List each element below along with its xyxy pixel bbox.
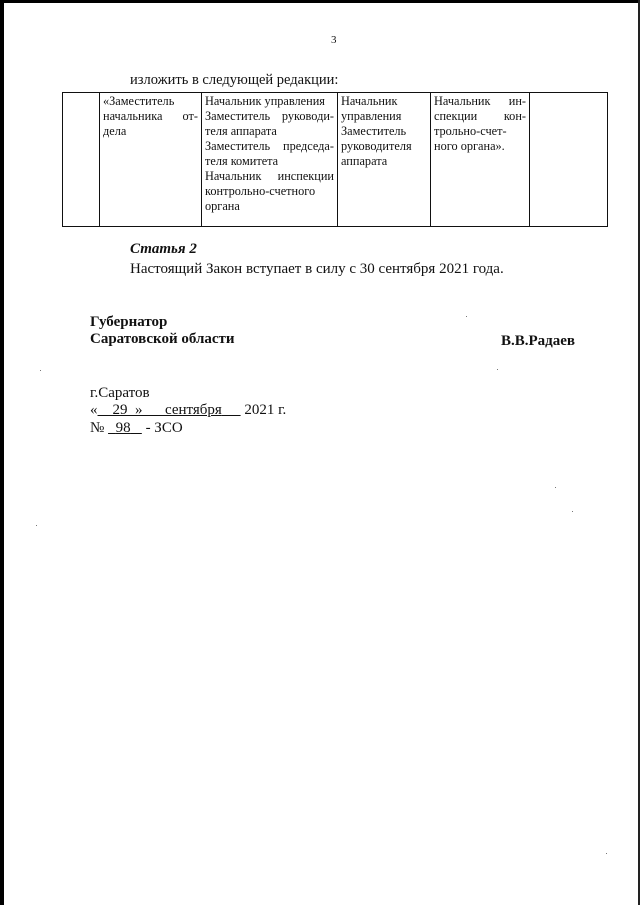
cell-line: спекции кон- xyxy=(434,109,526,123)
cell-line: начальника от- xyxy=(103,109,198,123)
table-cell-col-b xyxy=(202,93,338,227)
cell-line: теля комитета xyxy=(205,154,279,168)
date-day: 29 xyxy=(112,402,128,418)
city: г.Саратов xyxy=(90,385,150,401)
cell-line: управления xyxy=(341,109,402,123)
cell-line: трольно-счет- xyxy=(434,124,507,138)
signatory-title-line1: Губернатор xyxy=(90,314,168,330)
cell-line: аппарата xyxy=(341,154,388,168)
date-year: 2021 г. xyxy=(244,402,287,418)
cell-line: Начальник ин- xyxy=(434,94,526,108)
signatory-name: В.В.Радаев xyxy=(501,333,576,349)
date-close-quote: » xyxy=(135,402,143,418)
cell-line: Начальник инспекции xyxy=(205,169,334,183)
page-number: 3 xyxy=(331,34,337,46)
document-number: 98 xyxy=(115,420,131,436)
cell-line: Начальник управления xyxy=(205,94,325,108)
number-prefix: № xyxy=(90,420,105,436)
cell-line: руководителя xyxy=(341,139,412,153)
intro-text: изложить в следующей редакции: xyxy=(130,72,339,88)
table-cell-col-c xyxy=(338,93,431,227)
cell-line: контрольно-счетного xyxy=(205,184,316,198)
cell-line: теля аппарата xyxy=(205,124,277,138)
scan-edge-top xyxy=(0,0,640,3)
cell-line: Начальник xyxy=(341,94,398,108)
table-cell-empty-right xyxy=(530,93,608,227)
cell-line: «Заместитель xyxy=(103,94,175,108)
scan-edge-left xyxy=(0,0,4,905)
scan-speck xyxy=(40,370,41,371)
scan-speck xyxy=(572,511,573,512)
cell-line: Заместитель руководи- xyxy=(205,109,334,123)
date-open-quote: « xyxy=(90,402,98,418)
scan-speck xyxy=(497,369,498,370)
number-line xyxy=(90,420,183,437)
table-cell-empty-left xyxy=(63,93,100,227)
table-cell-col-d xyxy=(431,93,530,227)
signatory-title-line2: Саратовской области xyxy=(90,331,235,347)
cell-line: Заместитель председа- xyxy=(205,139,334,153)
cell-line: органа xyxy=(205,199,240,213)
date-month: сентября xyxy=(165,402,222,418)
cell-line: ного органа». xyxy=(434,139,505,153)
article-title: Статья 2 xyxy=(130,241,197,257)
amendment-table xyxy=(62,92,608,227)
table-row xyxy=(63,93,608,227)
cell-line: дела xyxy=(103,124,127,138)
scan-speck xyxy=(466,316,467,317)
table-cell-col-a xyxy=(100,93,202,227)
date-line xyxy=(90,402,286,419)
scan-speck xyxy=(555,487,556,488)
article-text: Настоящий Закон вступает в силу с 30 сентября 2021 года. xyxy=(130,261,504,277)
cell-line: Заместитель xyxy=(341,124,407,138)
number-suffix: - ЗСО xyxy=(145,420,183,436)
scan-speck xyxy=(606,853,607,854)
scan-speck xyxy=(36,525,37,526)
